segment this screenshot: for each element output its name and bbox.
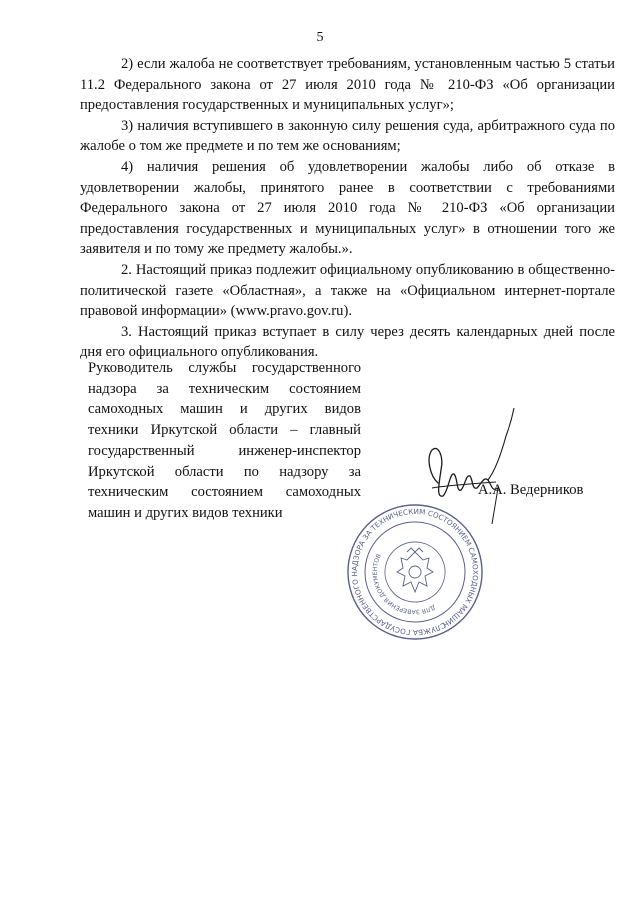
seal-inner-text-path: ДЛЯ ЗАВЕРЕНИЯ ДОКУМЕНТОВ: [371, 552, 437, 616]
paragraph-point-2: 2. Настоящий приказ подлежит официальному опубликованию в общественно-политической газете «Областная», а также на «Официальном интернет-портале правовой информации» (www.pravo.gov.ru).: [80, 261, 615, 320]
paragraph-item-2: 2) если жалоба не соответствует требованиям, установленным частью 5 статьи 11.2 Федерального закона от 27 июля 2010 года № 210-ФЗ «Об организации предоставления государственных и муниципальных услуг»;: [80, 56, 615, 114]
paragraph-item-3: 3) наличия вступившего в законную силу решения суда, арбитражного суда по жалобе о том же предмете и по тем же основаниям;: [80, 117, 615, 155]
official-seal-stamp: [345, 502, 485, 642]
document-body: [80, 54, 615, 363]
seal-outer-text-path: СЛУЖБА ГОСУДАРСТВЕННОГО НАДЗОРА ЗА ТЕХНИЧЕСКИМ СОСТОЯНИЕМ САМОХОДНЫХ МАШИН: [349, 506, 481, 638]
coat-of-arms-icon: [397, 548, 433, 592]
paragraph-item-4: 4) наличия решения об удовлетворении жалобы либо об отказе в удовлетворении жалобы, принятого ранее в соответствии с требованиями Федерального закона от 27 июля 2010 года № 210-ФЗ «Об организации предоставления государственных и муниципальных услуг» в отношении того же заявителя и по тому же предмету жалобы.».: [80, 158, 615, 258]
seal-outer-text: [345, 502, 485, 642]
signer-name: А.А. Ведерников: [478, 482, 584, 498]
paragraph-point-3: 3. Настоящий приказ вступает в силу через десять календарных дней после дня его официального опубликования.: [80, 323, 615, 361]
signatory-position: Руководитель службы государственного надзора за техническим состоянием самоходных машин и других видов техники Иркутской области – главный государственный инженер-инспектор Иркутской области по надзору за техническим состоянием самоходных машин и других видов техники: [88, 360, 361, 521]
page-number: 5: [316, 30, 324, 45]
